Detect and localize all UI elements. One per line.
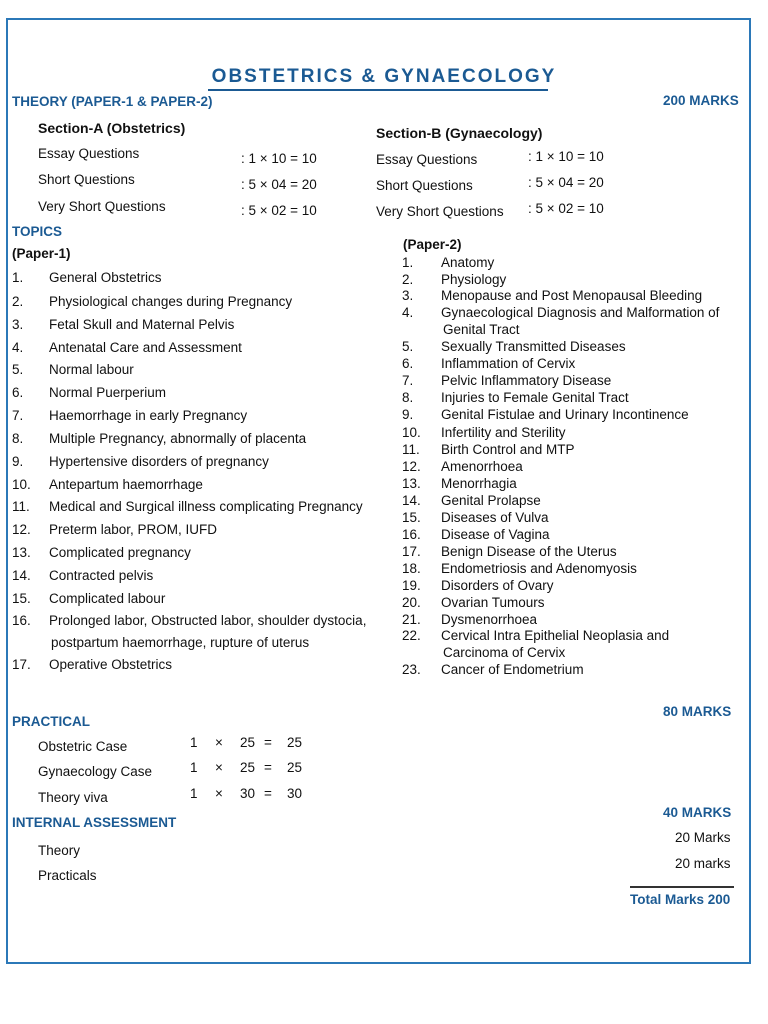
paper1-item-number: 4. [12, 340, 24, 355]
paper2-item-number: 4. [402, 305, 414, 320]
paper1-item-text: Contracted pelvis [49, 568, 154, 583]
theory-heading: THEORY (PAPER-1 & PAPER-2) [12, 94, 213, 109]
paper2-item-text: Sexually Transmitted Diseases [441, 339, 626, 354]
practical-result: 30 [287, 786, 303, 801]
paper2-item-text: Pelvic Inflammatory Disease [441, 373, 612, 388]
section-a-value: : 5 × 02 = 10 [241, 203, 317, 218]
practical-count: 1 [190, 760, 198, 775]
practical-equals: = [264, 760, 272, 775]
section-b-value: : 1 × 10 = 10 [528, 149, 604, 164]
paper2-item-number: 15. [402, 510, 421, 525]
section-a-value: : 5 × 04 = 20 [241, 177, 317, 192]
paper2-item-text-cont: Genital Tract [443, 322, 520, 337]
paper2-heading: (Paper-2) [403, 237, 462, 252]
paper1-item-text: Fetal Skull and Maternal Pelvis [49, 317, 235, 332]
paper2-item-text: Menorrhagia [441, 476, 517, 491]
paper2-item-text: Gynaecological Diagnosis and Malformation of [441, 305, 720, 320]
section-b-label: Essay Questions [376, 152, 478, 167]
paper2-item-text: Anatomy [441, 255, 495, 270]
paper1-item-text: Preterm labor, PROM, IUFD [49, 522, 218, 537]
paper2-item-text: Infertility and Sterility [441, 425, 566, 440]
paper1-item-number: 17. [12, 657, 31, 672]
paper2-item-number: 13. [402, 476, 421, 491]
page-title: OBSTETRICS & GYNAECOLOGY [211, 66, 557, 87]
paper2-item-text: Ovarian Tumours [441, 595, 545, 610]
total-marks: Total Marks 200 [630, 892, 731, 907]
paper1-item-number: 14. [12, 568, 31, 583]
internal-heading: INTERNAL ASSESSMENT [12, 815, 177, 830]
paper2-item-text: Dysmenorrhoea [441, 612, 538, 627]
total-underline [630, 886, 734, 888]
practical-per-case: 30 [240, 786, 256, 801]
practical-times: × [215, 760, 223, 775]
paper2-item-number: 1. [402, 255, 414, 270]
paper2-item-text: Disorders of Ovary [441, 578, 554, 593]
paper1-item-number: 15. [12, 591, 31, 606]
paper1-item-text: Antepartum haemorrhage [49, 477, 203, 492]
paper1-item-text: Complicated labour [49, 591, 166, 606]
paper2-item-number: 12. [402, 459, 421, 474]
practical-result: 25 [287, 760, 303, 775]
paper1-item-text: Prolonged labor, Obstructed labor, shoulder dystocia, [49, 613, 367, 628]
paper1-item-number: 16. [12, 613, 31, 628]
practical-count: 1 [190, 735, 198, 750]
paper2-item-text: Diseases of Vulva [441, 510, 549, 525]
paper2-item-number: 11. [402, 442, 420, 457]
paper2-item-text: Disease of Vagina [441, 527, 550, 542]
paper1-item-text: Medical and Surgical illness complicating Pregnancy [49, 499, 363, 514]
practical-per-case: 25 [240, 735, 256, 750]
paper1-item-number: 12. [12, 522, 31, 537]
practical-heading: PRACTICAL [12, 714, 90, 729]
paper1-item-number: 1. [12, 270, 24, 285]
section-b-label: Short Questions [376, 178, 473, 193]
title-underline [208, 89, 548, 91]
paper2-item-number: 7. [402, 373, 414, 388]
internal-label: Theory [38, 843, 81, 858]
paper2-item-number: 19. [402, 578, 421, 593]
paper2-item-text: Birth Control and MTP [441, 442, 575, 457]
section-a-title: Section-A (Obstetrics) [38, 120, 186, 136]
theory-marks: 200 MARKS [663, 93, 739, 108]
internal-value: 20 marks [675, 856, 731, 871]
paper1-item-number: 9. [12, 454, 24, 469]
section-a-label: Very Short Questions [38, 199, 166, 214]
paper2-item-text: Inflammation of Cervix [441, 356, 576, 371]
paper2-item-text: Genital Fistulae and Urinary Incontinence [441, 407, 689, 422]
practical-per-case: 25 [240, 760, 256, 775]
section-b-title: Section-B (Gynaecology) [376, 125, 543, 141]
paper1-item-number: 5. [12, 362, 24, 377]
paper2-item-number: 21. [402, 612, 421, 627]
paper2-item-number: 18. [402, 561, 421, 576]
paper2-item-number: 8. [402, 390, 414, 405]
paper1-item-text: Normal labour [49, 362, 134, 377]
paper1-item-text: General Obstetrics [49, 270, 162, 285]
paper1-item-text: Multiple Pregnancy, abnormally of placenta [49, 431, 307, 446]
practical-count: 1 [190, 786, 198, 801]
paper1-item-text: Antenatal Care and Assessment [49, 340, 242, 355]
paper1-item-number: 7. [12, 408, 24, 423]
practical-times: × [215, 735, 223, 750]
section-b-value: : 5 × 04 = 20 [528, 175, 604, 190]
paper2-item-text: Cancer of Endometrium [441, 662, 584, 677]
section-a-label: Essay Questions [38, 146, 140, 161]
paper2-item-number: 17. [402, 544, 421, 559]
internal-label: Practicals [38, 868, 97, 883]
practical-equals: = [264, 735, 272, 750]
paper1-item-number: 13. [12, 545, 31, 560]
paper2-item-text: Endometriosis and Adenomyosis [441, 561, 637, 576]
paper2-item-text: Benign Disease of the Uterus [441, 544, 617, 559]
paper2-item-number: 16. [402, 527, 421, 542]
paper2-item-text: Genital Prolapse [441, 493, 541, 508]
internal-marks: 40 MARKS [663, 805, 732, 820]
internal-value: 20 Marks [675, 830, 731, 845]
paper1-item-text: Normal Puerperium [49, 385, 167, 400]
paper2-item-number: 2. [402, 272, 414, 287]
practical-equals: = [264, 786, 272, 801]
practical-marks: 80 MARKS [663, 704, 732, 719]
paper1-item-text-cont: postpartum haemorrhage, rupture of uterus [51, 635, 310, 650]
practical-label: Gynaecology Case [38, 764, 153, 779]
paper2-item-number: 9. [402, 407, 414, 422]
section-b-value: : 5 × 02 = 10 [528, 201, 604, 216]
paper2-item-number: 14. [402, 493, 421, 508]
topics-heading: TOPICS [12, 224, 63, 239]
paper2-item-text: Amenorrhoea [441, 459, 523, 474]
paper1-item-text: Complicated pregnancy [49, 545, 191, 560]
paper2-item-text-cont: Carcinoma of Cervix [443, 645, 566, 660]
paper2-item-number: 3. [402, 288, 414, 303]
paper1-item-text: Operative Obstetrics [49, 657, 173, 672]
paper2-item-text: Menopause and Post Menopausal Bleeding [441, 288, 703, 303]
section-a-value: : 1 × 10 = 10 [241, 151, 317, 166]
section-b-label: Very Short Questions [376, 204, 504, 219]
paper1-item-number: 3. [12, 317, 24, 332]
paper1-item-number: 2. [12, 294, 24, 309]
paper1-heading: (Paper-1) [12, 246, 71, 261]
practical-label: Obstetric Case [38, 739, 128, 754]
paper2-item-number: 20. [402, 595, 421, 610]
paper2-item-number: 23. [402, 662, 421, 677]
practical-result: 25 [287, 735, 303, 750]
practical-label: Theory viva [38, 790, 108, 805]
paper2-item-number: 10. [402, 425, 421, 440]
paper1-item-text: Haemorrhage in early Pregnancy [49, 408, 248, 423]
paper1-item-number: 8. [12, 431, 24, 446]
paper1-item-number: 11. [12, 499, 30, 514]
paper2-item-text: Injuries to Female Genital Tract [441, 390, 629, 405]
paper2-item-number: 5. [402, 339, 414, 354]
paper2-item-number: 22. [402, 628, 421, 643]
paper1-item-text: Hypertensive disorders of pregnancy [49, 454, 269, 469]
paper2-item-text: Physiology [441, 272, 507, 287]
paper1-item-number: 10. [12, 477, 31, 492]
paper2-item-text: Cervical Intra Epithelial Neoplasia and [441, 628, 670, 643]
practical-times: × [215, 786, 223, 801]
paper2-item-number: 6. [402, 356, 414, 371]
section-a-label: Short Questions [38, 172, 135, 187]
paper1-item-text: Physiological changes during Pregnancy [49, 294, 293, 309]
paper1-item-number: 6. [12, 385, 24, 400]
